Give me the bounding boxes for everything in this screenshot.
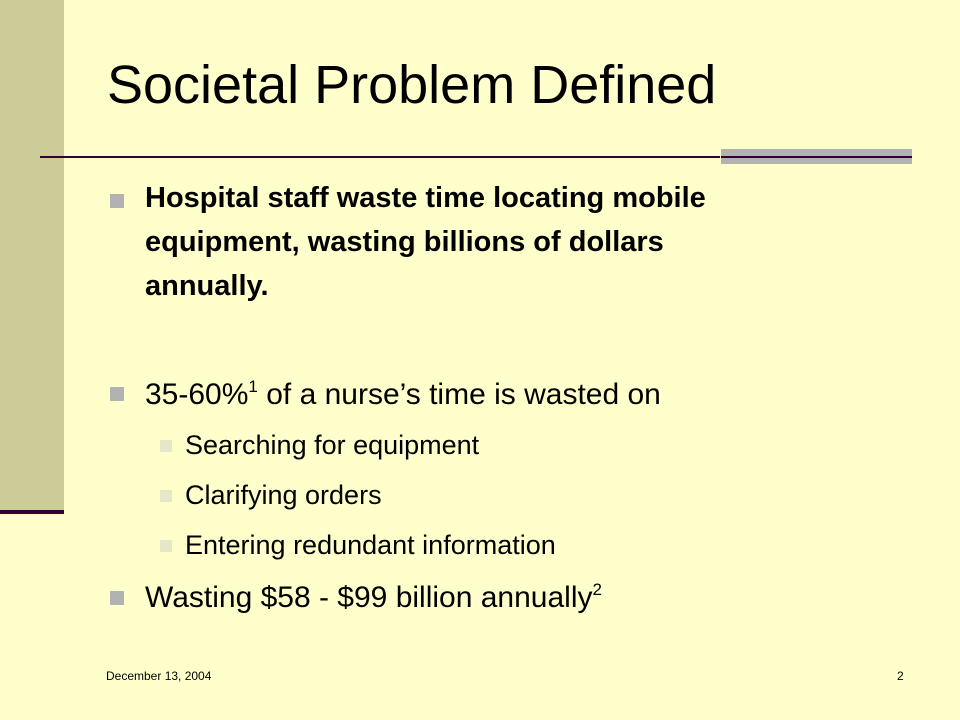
bullet-1-line-3: annually. <box>145 270 269 302</box>
footnote-marker: 1 <box>248 377 258 396</box>
bullet-1 <box>145 176 706 308</box>
bullet-1-line-1: Hospital staff waste time locating mobile <box>145 182 706 214</box>
bullet-2-text: of a nurse’s time is wasted on <box>257 378 661 411</box>
bullet-square-icon <box>110 194 124 208</box>
sub-bullet-2: Clarifying orders <box>185 480 382 510</box>
bullet-3-text: Wasting $58 - $99 billion annually <box>145 581 593 614</box>
sub-bullet-square-icon <box>160 540 172 552</box>
page-number: 2 <box>897 669 904 683</box>
bullet-2 <box>145 377 661 411</box>
sub-bullet-square-icon <box>160 490 172 502</box>
sub-bullet-1: Searching for equipment <box>185 430 480 460</box>
slide-title: Societal Problem Defined <box>107 55 717 115</box>
bullet-3 <box>145 580 602 614</box>
sub-bullet-square-icon <box>160 440 172 452</box>
footer-date: December 13, 2004 <box>106 669 212 683</box>
bullet-square-icon <box>110 387 124 401</box>
bullet-square-icon <box>110 591 124 605</box>
bullet-2-percent: 35-60% <box>145 378 249 411</box>
bullet-1-line-2: equipment, wasting billions of dollars <box>145 226 664 258</box>
footnote-marker: 2 <box>592 580 602 599</box>
sub-bullet-3: Entering redundant information <box>185 530 556 560</box>
